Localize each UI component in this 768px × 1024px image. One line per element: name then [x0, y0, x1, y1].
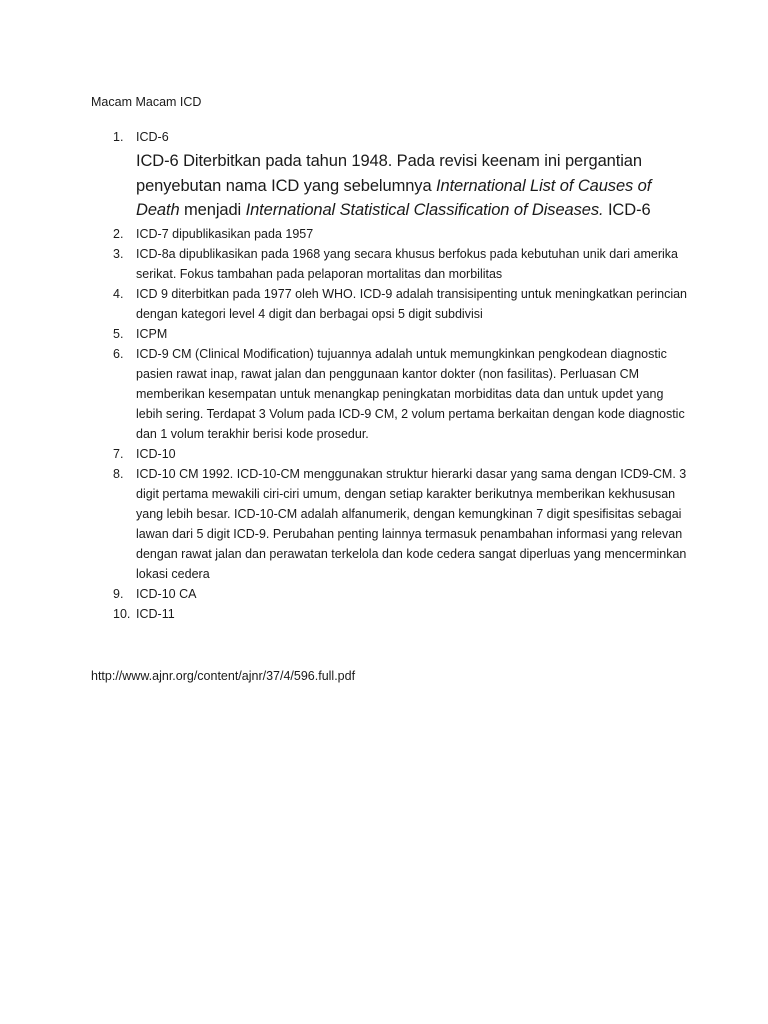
icd6-text-part3: ICD-6: [603, 201, 651, 219]
icd6-text-part1: ICD-6 Diterbitkan pada tahun 1948. Pada revisi keenam ini pergantian penyebutan nama ICD yang sebelumnya: [136, 152, 642, 195]
list-item-text: ICD 9 diterbitkan pada 1977 oleh WHO. ICD-9 adalah transisipenting untuk meningkatkan perincian dengan kategori level 4 digit dan berbagai opsi 5 digit subdivisi: [136, 286, 688, 321]
list-item: [91, 444, 691, 464]
icd6-description: [136, 149, 691, 223]
list-item-text: ICD-6: [136, 130, 169, 144]
list-item: [91, 464, 691, 584]
list-number: 3.: [113, 246, 124, 261]
list-item: [91, 604, 691, 624]
list-item: [91, 244, 691, 284]
list-item: [91, 284, 691, 324]
list-item-text: ICPM: [136, 326, 168, 341]
document-title: Macam Macam ICD: [91, 95, 202, 109]
list-item-text: ICD-8a dipublikasikan pada 1968 yang secara khusus berfokus pada kebutuhan unik dari amerika serikat. Fokus tambahan pada pelaporan mortalitas dan morbilitas: [136, 246, 679, 281]
list-item: [91, 324, 691, 344]
icd6-new-name: International Statistical Classification of Diseases.: [245, 201, 604, 219]
icd6-old-name: International List of Causes of Death: [136, 176, 652, 219]
list-number: 9.: [113, 586, 124, 601]
list-item-body: [136, 127, 691, 224]
list-number: 4.: [113, 286, 124, 301]
reference-link[interactable]: http://www.ajnr.org/content/ajnr/37/4/596.full.pdf: [91, 669, 356, 683]
list-item: [91, 127, 691, 224]
list-number: 8.: [113, 466, 124, 481]
icd-list: [91, 127, 691, 624]
list-item-text: ICD-10 CM 1992. ICD-10-CM menggunakan struktur hierarki dasar yang sama dengan ICD9-CM. 3 digit pertama mewakili ciri-ciri umum, dengan setiap karakter berikutnya memberikan kekhususan yang lebih besar. ICD-10-CM adalah alfanumerik, dengan kemungkinan 7 digit spesifisitas sebagai lawan dari 5 digit ICD-9. Perubahan penting lainnya termasuk penambahan informasi yang relevan dengan rawat jalan dan perawatan terkelola dan kode cedera sangat diperluas yang mencerminkan lokasi cedera: [136, 466, 687, 581]
list-item: [91, 224, 691, 244]
icd6-text-part2: menjadi: [179, 201, 246, 219]
list-item-text: ICD-10 CA: [136, 586, 197, 601]
list-number: 2.: [113, 226, 124, 241]
list-number: 1.: [113, 130, 124, 144]
list-item: [91, 344, 691, 444]
list-item-text: ICD-10: [136, 446, 176, 461]
list-item: [91, 584, 691, 604]
list-item-text: ICD-9 CM (Clinical Modification) tujuannya adalah untuk memungkinkan pengkodean diagnostic pasien rawat inap, rawat jalan dan penggunaan kantor dokter (non fasilitas). Perluasan CM memberikan kesempatan untuk menangkap peningkatan morbiditas data dan untuk updet yang lebih sering. Terdapat 3 Volum pada ICD-9 CM, 2 volum pertama berkaitan dengan kode diagnostic dan 1 volum terakhir berisi kode prosedur.: [136, 346, 685, 441]
list-number: 10.: [113, 606, 131, 621]
list-number: 5.: [113, 326, 124, 341]
list-number: 7.: [113, 446, 124, 461]
list-item-text: ICD-7 dipublikasikan pada 1957: [136, 226, 314, 241]
list-number: 6.: [113, 346, 124, 361]
list-item-text: ICD-11: [136, 606, 175, 621]
